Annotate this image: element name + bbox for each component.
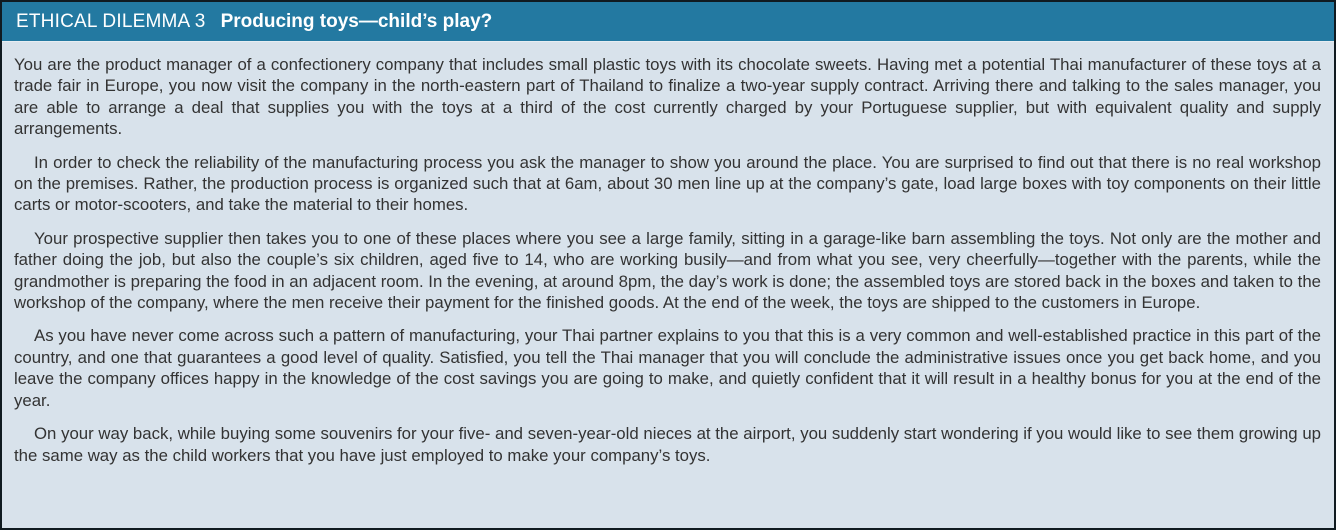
dilemma-title: Producing toys—child’s play? [220,10,493,32]
paragraph-3: Your prospective supplier then takes you to one of these places where you see a large family, sitting in a garage-like barn assembling the toys. Not only are the mother and father doing the job, but also the couple’s six children, aged five to 14, who are working busily—and from what you see, very cheerfully—together with the parents, while the grandmother is preparing the food in an adjacent room. In the evening, at around 8pm, the day’s work is done; the assembled toys are stored back in the boxes and taken to the workshop of the company, where the men receive their payment for the finished goods. At the end of the week, the toys are shipped to the customers in Europe. [14,228,1321,313]
dilemma-header-bar [2,2,1334,42]
paragraph-4: As you have never come across such a pattern of manufacturing, your Thai partner explains to you that this is a very common and well-established practice in this part of the country, and one that guarantees a good level of quality. Satisfied, you tell the Thai manager that you will conclude the administrative issues once you get back home, and you leave the company offices happy in the knowledge of the cost savings you are going to make, and quietly confident that it will result in a healthy bonus for you at the end of the year. [14,326,1321,410]
paragraph-5: On your way back, while buying some souvenirs for your five- and seven-year-old nieces at the airport, you suddenly start wondering if you would like to see them growing up the same way as the child workers that you have just employed to make your company’s toys. [14,424,1321,465]
paragraph-1: You are the product manager of a confectionery company that includes small plastic toys with its chocolate sweets. Having met a potential Thai manufacturer of these toys at a trade fair in Europe, you now visit the company in the north-eastern part of Thailand to finalize a two-year supply contract. Arriving there and talking to the sales manager, you are able to arrange a deal that supplies you with the toys at a third of the cost currently charged by your Portuguese supplier, but with equivalent quality and supply arrangements. [14,55,1321,139]
dilemma-number-label: ETHICAL DILEMMA 3 [16,10,206,32]
paragraph-2: In order to check the reliability of the manufacturing process you ask the manager to show you around the place. You are surprised to find out that there is no real workshop on the premises. Rather, the production process is organized such that at 6am, about 30 men line up at the company’s gate, load large boxes with toy components on their little carts or motor-scooters, and take the material to their homes. [14,152,1321,215]
dilemma-body-text [2,42,1334,466]
